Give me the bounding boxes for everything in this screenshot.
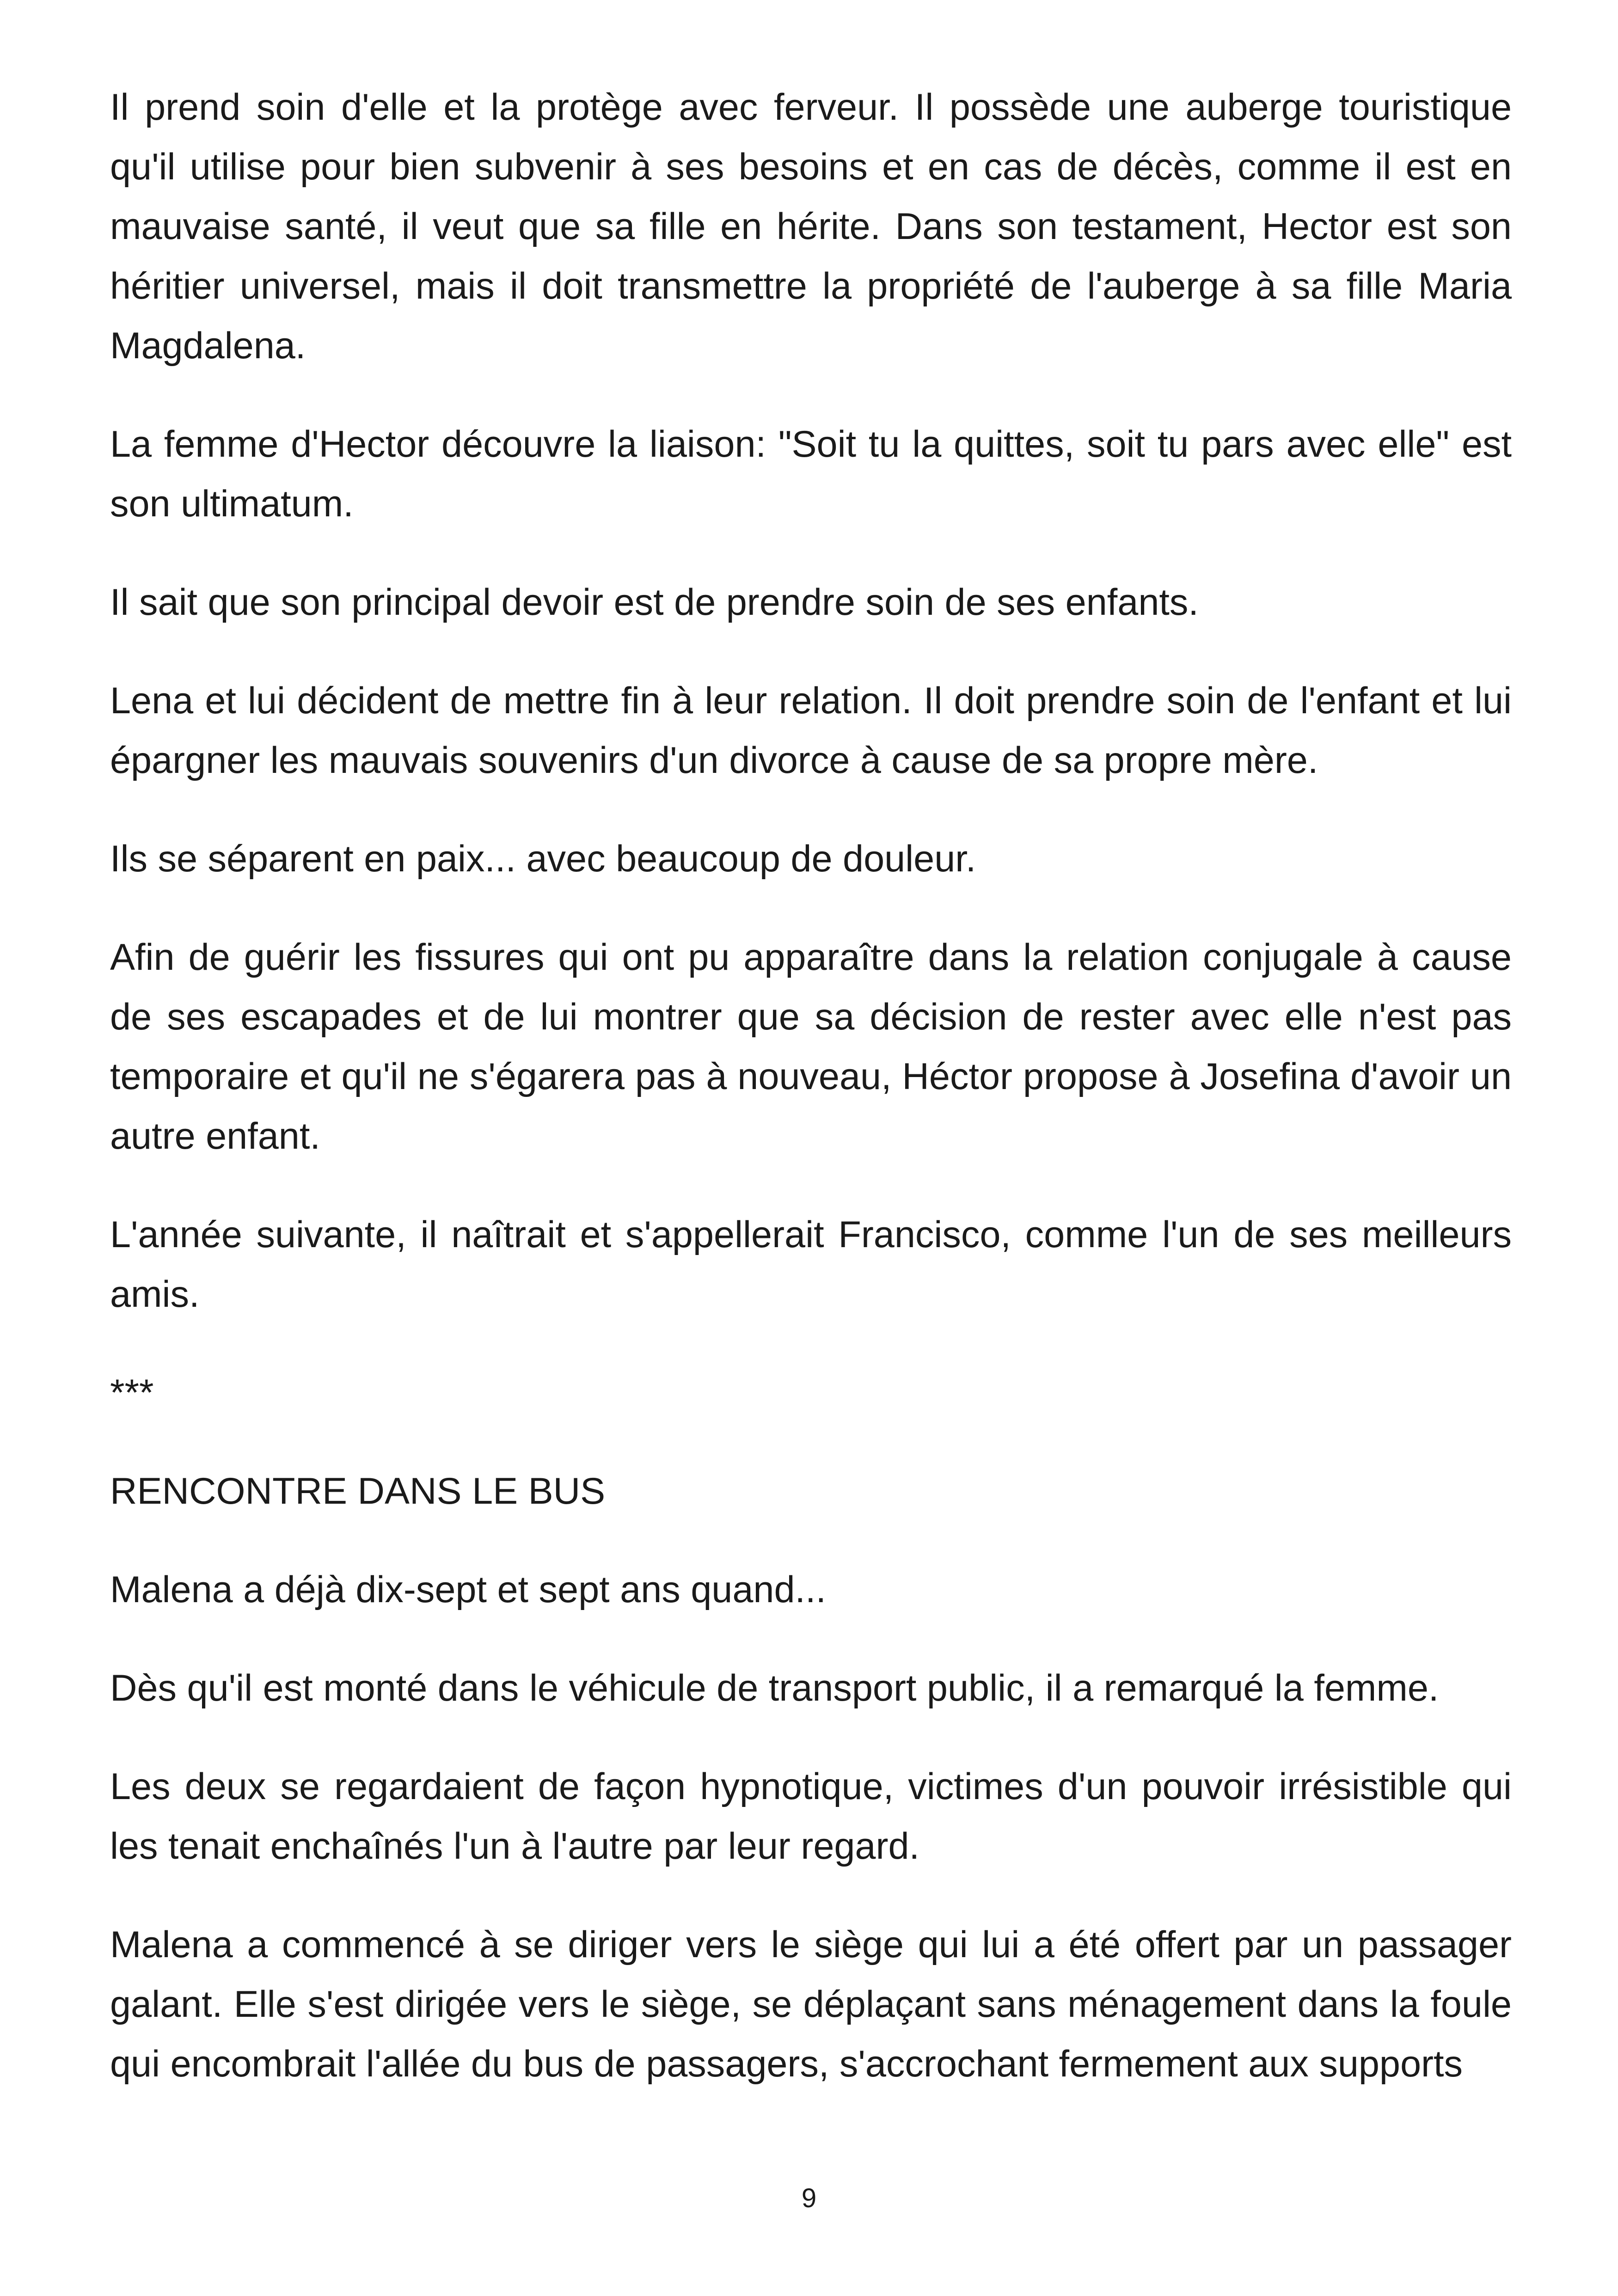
paragraph-fissures: Afin de guérir les fissures qui ont pu apparaître dans la relation conjugale à cause de ses escapades et de lui montrer que sa décision de rester avec elle n'est pas temporaire et qu'il ne s'égarera pas à nouveau, Héctor propose à Josefina d'avoir un autre enfant. bbox=[110, 937, 1512, 1157]
paragraph-relation: Lena et lui décident de mettre fin à leur relation. Il doit prendre soin de l'enfant et lui épargner les mauvais souvenirs d'un divorce à cause de sa propre mère. bbox=[110, 680, 1512, 781]
paragraph-siege: Malena a commencé à se diriger vers le siège qui lui a été offert par un passager galant. Elle s'est dirigée vers le siège, se déplaçant sans ménagement dans la foule qui encombrait l'allée du bus de passagers, s'accrochant fermement aux supports bbox=[110, 1924, 1512, 2085]
section-separator: *** bbox=[110, 1372, 154, 1414]
paragraph-malena-age: Malena a déjà dix-sept et sept ans quand... bbox=[110, 1569, 827, 1610]
paragraph-auberge: Il prend soin d'elle et la protège avec ferveur. Il possède une auberge touristique qu'il utilise pour bien subvenir à ses besoins et en cas de décès, comme il est en mauvaise santé, il veut que sa fille en hérite. Dans son testament, Hector est son héritier universel, mais il doit transmettre la propriété de l'auberge à sa fille Maria Magdalena. bbox=[110, 86, 1512, 367]
page-body bbox=[110, 78, 1512, 2133]
paragraph-francisco: L'année suivante, il naîtrait et s'appellerait Francisco, comme l'un de ses meilleurs amis. bbox=[110, 1214, 1512, 1315]
paragraph-devoir: Il sait que son principal devoir est de prendre soin de ses enfants. bbox=[110, 582, 1199, 623]
paragraph-ultimatum: La femme d'Hector découvre la liaison: "Soit tu la quittes, soit tu pars avec elle" est son ultimatum. bbox=[110, 423, 1512, 525]
paragraph-separation: Ils se séparent en paix... avec beaucoup de douleur. bbox=[110, 838, 976, 880]
paragraph-vehicule: Dès qu'il est monté dans le véhicule de transport public, il a remarqué la femme. bbox=[110, 1667, 1439, 1709]
section-heading: RENCONTRE DANS LE BUS bbox=[110, 1470, 606, 1512]
paragraph-regard: Les deux se regardaient de façon hypnotique, victimes d'un pouvoir irrésistible qui les tenait enchaînés l'un à l'autre par leur regard. bbox=[110, 1766, 1512, 1867]
page-number: 9 bbox=[801, 2183, 817, 2213]
